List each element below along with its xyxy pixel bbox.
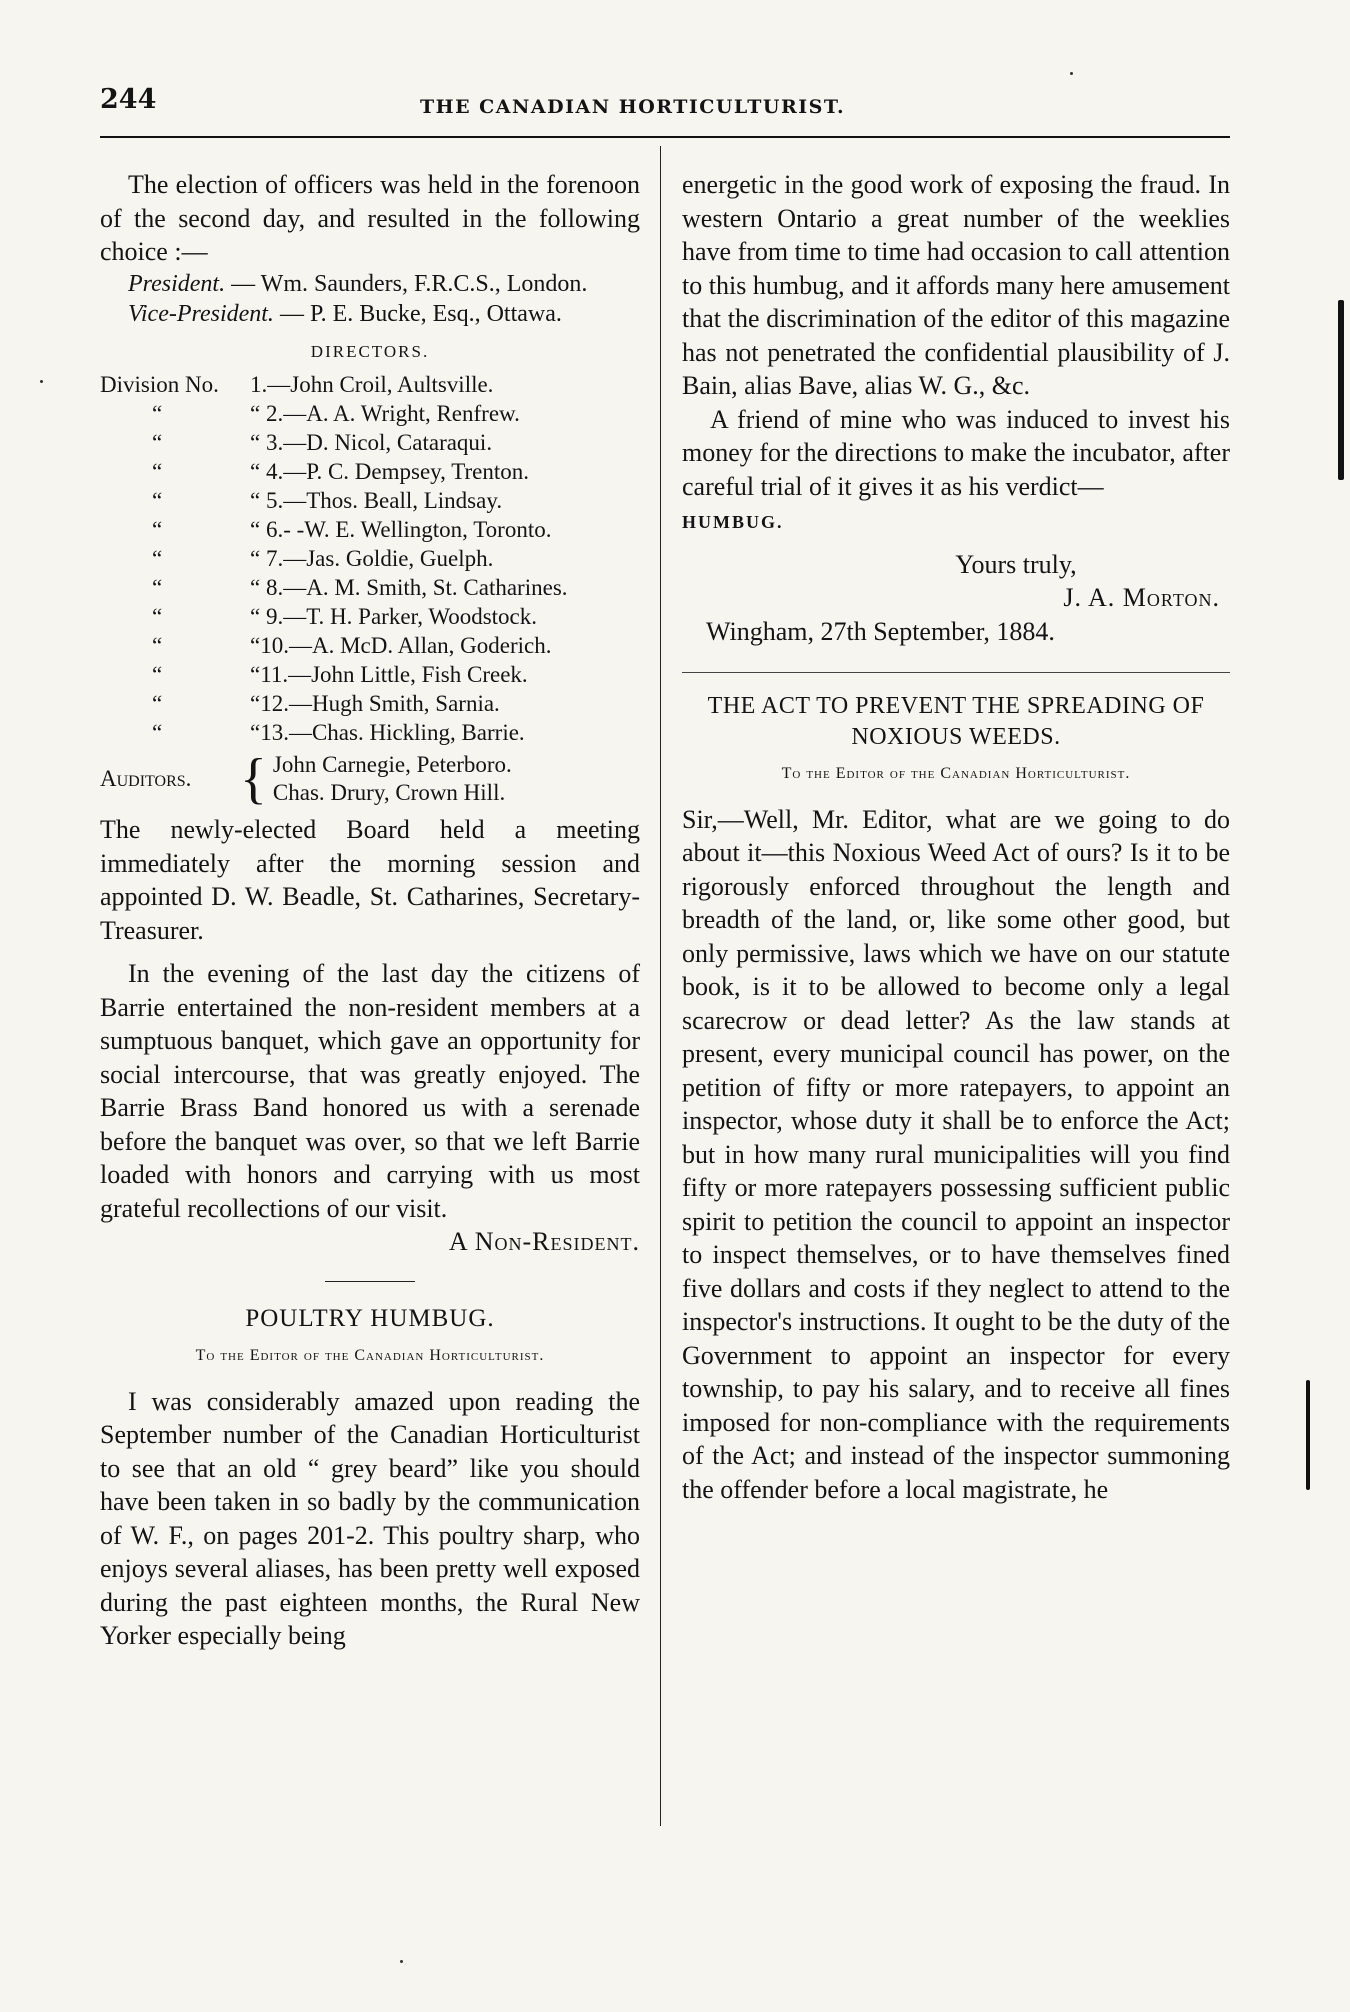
division-label: “ xyxy=(152,401,163,426)
division-label: “ xyxy=(152,691,163,716)
division-label: “ xyxy=(152,604,163,629)
director-row xyxy=(100,486,640,515)
humbug-word: HUMBUG. xyxy=(682,512,784,532)
vice-president-role: Vice-President. xyxy=(128,300,274,327)
board-paragraph: The newly-elected Board held a meeting immediately after the morning session and appointed D. W. Beadle, St. Catharines, Secretary-Treasurer. xyxy=(100,815,640,945)
scan-speck xyxy=(400,1960,403,1963)
division-entry: “10.—A. McD. Allan, Goderich. xyxy=(250,633,552,658)
division-entry: “ 8.—A. M. Smith, St. Catharines. xyxy=(250,575,568,600)
division-entry: “12.—Hugh Smith, Sarnia. xyxy=(250,691,500,716)
division-entry: “13.—Chas. Hickling, Barrie. xyxy=(250,720,525,745)
director-row xyxy=(100,428,640,457)
yours-truly: Yours truly, xyxy=(955,549,1077,579)
director-row xyxy=(100,718,640,747)
division-entry: “ 9.—T. H. Parker, Woodstock. xyxy=(250,604,538,629)
running-title: THE CANADIAN HORTICULTURIST. xyxy=(420,96,846,118)
vice-president-line xyxy=(100,299,640,329)
auditors-block xyxy=(100,748,640,810)
page-number: 244 xyxy=(100,84,157,115)
page-header xyxy=(100,76,1230,126)
division-label: “ xyxy=(152,459,163,484)
scan-speck xyxy=(1070,72,1073,75)
left-column xyxy=(100,168,640,1653)
division-label: Division No. xyxy=(100,372,219,397)
division-entry: “ 3.—D. Nicol, Cataraqui. xyxy=(250,430,493,455)
director-row xyxy=(100,515,640,544)
director-row xyxy=(100,602,640,631)
auditors-label: Auditors. xyxy=(100,766,192,791)
column-divider xyxy=(660,146,661,1826)
act-title: THE ACT TO PREVENT THE SPREADING OF NOXIOUS WEEDS. xyxy=(707,693,1205,750)
director-row xyxy=(100,370,640,399)
scan-mark-top xyxy=(1338,300,1344,480)
poultry-title: POULTRY HUMBUG. xyxy=(245,1304,495,1332)
president-line xyxy=(100,269,640,299)
morton-signature: J. A. Morton. xyxy=(1063,583,1220,612)
division-entry: “ 2.—A. A. Wright, Renfrew. xyxy=(250,401,520,426)
director-row xyxy=(100,689,640,718)
division-label: “ xyxy=(152,517,163,542)
nonresident-signature: A Non-Resident. xyxy=(448,1227,640,1256)
auditor-1: John Carnegie, Peterboro. xyxy=(272,752,512,777)
continued-paragraph: energetic in the good work of exposing the fraud. In western Ontario a great number of the weeklies have from time to time had occasion to call attention to this humbug, and it affords many here amusement that the discrimination of the editor of this magazine has not penetrated the confidential plausibility of J. Bain, alias Bave, alias W. G., &c. xyxy=(682,170,1230,400)
president-name: — Wm. Saunders, F.R.C.S., London. xyxy=(225,270,588,297)
poultry-salutation: To the Editor of the Canadian Horticulturist. xyxy=(195,1347,545,1364)
director-row xyxy=(100,631,640,660)
directors-list xyxy=(100,370,640,747)
division-label: “ xyxy=(152,575,163,600)
poultry-paragraph: I was considerably amazed upon reading the September number of the Canadian Horticulturist to see that an old “ grey beard” like you should have been taken in so badly by the communication of W. F., on pages 201-2. This poultry sharp, who enjoys several aliases, has been pretty well exposed during the past eighteen months, the Rural New Yorker especially being xyxy=(100,1386,640,1650)
scan-speck xyxy=(40,380,43,383)
act-salutation: To the Editor of the Canadian Horticulturist. xyxy=(781,765,1131,782)
division-label: “ xyxy=(152,662,163,687)
header-rule xyxy=(100,136,1230,138)
director-row xyxy=(100,399,640,428)
division-label: “ xyxy=(152,488,163,513)
division-entry: “ 5.—Thos. Beall, Lindsay. xyxy=(250,488,503,513)
section-rule-right xyxy=(682,672,1230,673)
brace-glyph: { xyxy=(240,748,267,810)
place-date: Wingham, 27th September, 1884. xyxy=(706,616,1055,646)
auditor-2: Chas. Drury, Crown Hill. xyxy=(272,780,506,805)
section-rule xyxy=(325,1281,415,1282)
act-paragraph: Sir,—Well, Mr. Editor, what are we going to do about it—this Noxious Weed Act of ours? Is it to be rigorously enforced throughout the length and breadth of the land, or, like some other good, but only permissive, laws which we have on our statute book, is it to be allowed to become only a legal scarecrow or dead letter? As the law stands at present, every municipal council has power, on the petition of fifty or more ratepayers, to appoint an inspector, whose duty it shall be to enforce the Act; but in how many rural municipalities will you find fifty or more ratepayers possessing sufficient public spirit to petition the council to appoint an inspector to inspect themselves, or to have themselves fined five dollars and costs if they neglect to attend to the inspector's instructions. It ought to be the duty of the Government to appoint an inspector for every township, to pay his salary, and to receive all fines imposed for non-compliance with the requirements of the Act; and instead of the inspector summoning the offender before a local magistrate, he xyxy=(682,804,1230,1504)
division-label: “ xyxy=(152,720,163,745)
director-row xyxy=(100,573,640,602)
president-role: President. xyxy=(128,270,226,297)
division-label: “ xyxy=(152,546,163,571)
director-row xyxy=(100,457,640,486)
friend-paragraph: A friend of mine who was induced to invest his money for the directions to make the incubator, after careful trial of it gives it as his verdict— xyxy=(682,404,1230,501)
election-intro: The election of officers was held in the forenoon of the second day, and resulted in the following choice :— xyxy=(100,170,640,266)
division-entry: “ 6.- -W. E. Wellington, Toronto. xyxy=(250,517,552,542)
division-entry: “ 7.—Jas. Goldie, Guelph. xyxy=(250,546,494,571)
division-entry: “ 4.—P. C. Dempsey, Trenton. xyxy=(250,459,529,484)
scan-mark-bottom xyxy=(1306,1380,1310,1490)
right-column xyxy=(682,168,1230,1506)
director-row xyxy=(100,544,640,573)
auditors-names xyxy=(273,751,512,807)
evening-paragraph: In the evening of the last day the citizens of Barrie entertained the non-resident members at a sumptuous banquet, which gave an opportunity for social intercourse, that was greatly enjoyed. The Barrie Brass Band honored us with a serenade before the banquet was over, so that we left Barrie loaded with honors and carrying with us most grateful recollections of our visit. xyxy=(100,959,640,1223)
humbug-line xyxy=(682,503,1230,540)
director-row xyxy=(100,660,640,689)
division-label: “ xyxy=(152,430,163,455)
vice-president-name: — P. E. Bucke, Esq., Ottawa. xyxy=(273,300,562,327)
division-entry: “11.—John Little, Fish Creek. xyxy=(250,662,528,687)
directors-heading: DIRECTORS. xyxy=(310,341,430,361)
division-entry: 1.—John Croil, Aultsville. xyxy=(250,372,494,397)
division-label: “ xyxy=(152,633,163,658)
